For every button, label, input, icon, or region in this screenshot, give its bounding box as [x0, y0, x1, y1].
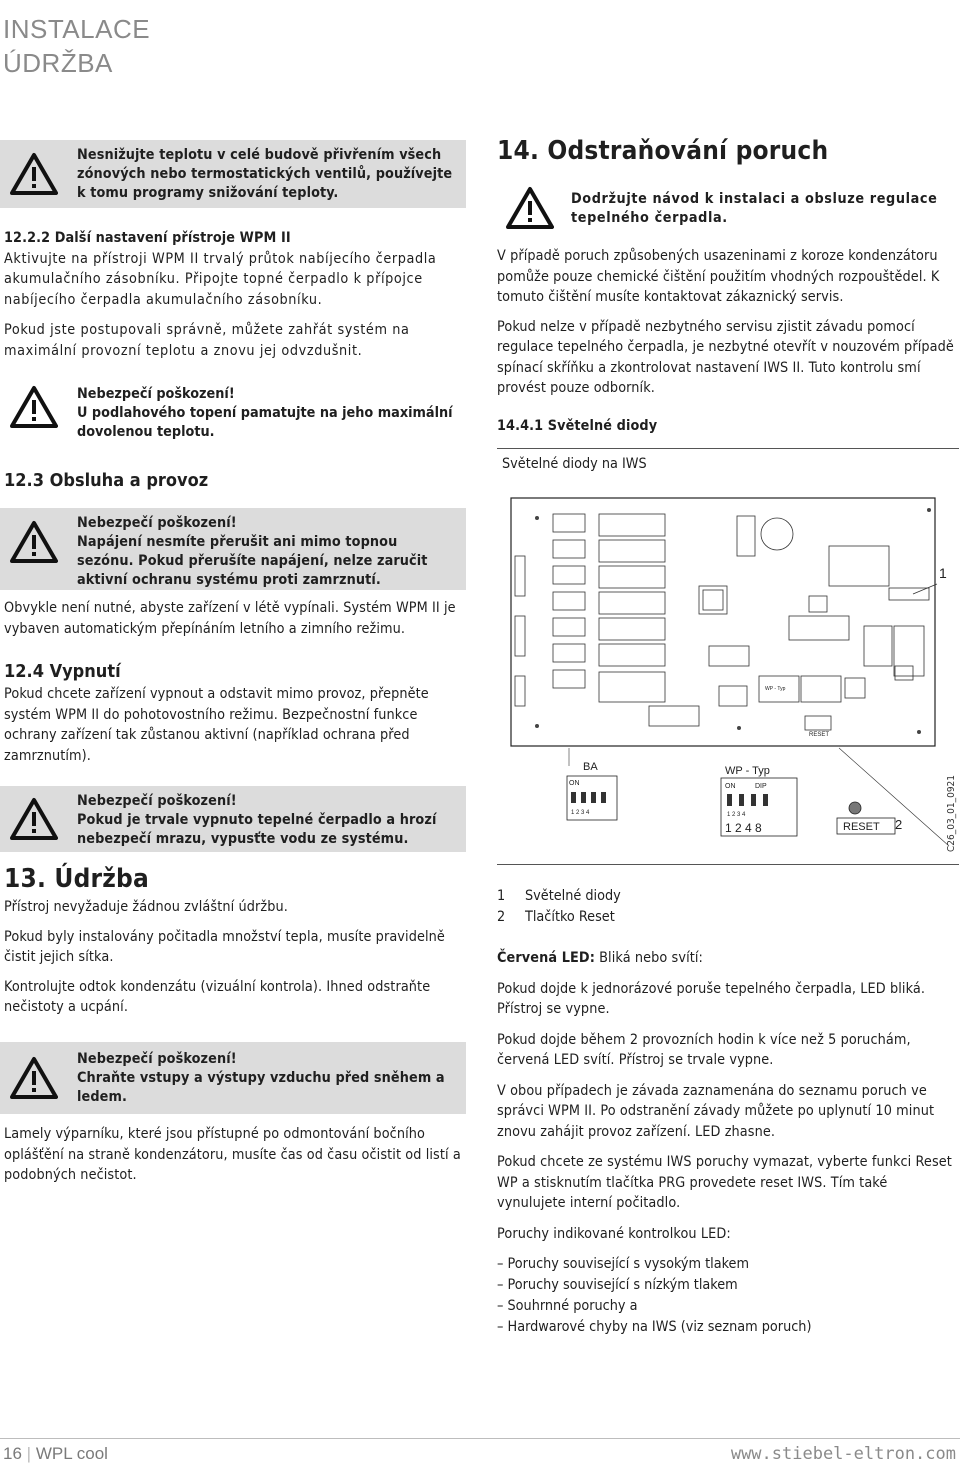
list-item: – Hardwarové chyby na IWS (viz seznam poruch) [497, 1319, 812, 1335]
warning-title: Nebezpečí poškození! [77, 386, 235, 402]
reset-button-icon [849, 802, 861, 814]
warning-icon [10, 1056, 58, 1100]
paragraph: Pokud jste postupovali správně, můžete zahřát systém na maximální provozní teplotu a znovu jej odvzdušnit. [4, 322, 410, 359]
section-heading: 12.4 Vypnutí [4, 661, 121, 682]
warning-text: U podlahového topení pamatujte na jeho maximální dovolenou teplotu. [77, 405, 453, 440]
legend-number: 1 [497, 888, 506, 904]
paragraph: Přístroj nevyžaduje žádnou zvláštní údržbu. [4, 899, 288, 915]
warning-icon [506, 186, 554, 230]
warning-icon [10, 797, 58, 841]
figure-title: Světelné diody na IWS [502, 456, 647, 472]
warning-text: Chraňte vstupy a výstupy vzduchu před sněhem a ledem. [77, 1070, 445, 1105]
figure-rule [497, 864, 959, 865]
section-heading: 14.4.1 Světelné diody [497, 417, 658, 434]
paragraph: Pokud nelze v případě nezbytného servisu zjistit závadu pomocí regulace tepelného čerpadla, je nezbytné otevřít v nouzovém případě spínací skříňku a zkontrolovat nastavení IWS II. Tuto kontrolu smí provést pouze odborník. [497, 318, 954, 396]
paragraph: Pokud dojde k jednorázové poruše tepelného čerpadla, LED bliká. Přístroj se vypne. [497, 980, 926, 1017]
paragraph: Lamely výparníku, které jsou přístupné po odmontování bočního oplášťění na straně kondenzátoru, musíte čas od času očistit od listí a podobných nečistot. [4, 1126, 461, 1183]
board-outline [511, 498, 935, 746]
document-name: WPL cool [35, 1444, 108, 1463]
warning-text: Dodržujte návod k instalaci a obsluze regulace tepelného čerpadla. [571, 191, 938, 226]
warning-text: Pokud je trvale vypnuto tepelné čerpadlo a hrozí nebezpečí mrazu, vypusťte vodu ze systému. [77, 812, 437, 847]
warning-box [0, 140, 466, 208]
wp-big-numbers: 1 2 4 8 [725, 821, 762, 835]
figure-rule [497, 448, 959, 449]
legend-text: Tlačítko Reset [525, 909, 615, 925]
callout-1: 1 [939, 565, 947, 581]
list-item: – Poruchy související s nízkým tlakem [497, 1277, 738, 1293]
red-led-label: Červená LED: [497, 950, 595, 966]
red-led-text: Bliká nebo svítí: [594, 950, 703, 966]
wp-numbers: 1 2 3 4 [727, 812, 746, 818]
warning-title: Nebezpečí poškození! [77, 515, 237, 531]
footer-rule [0, 1438, 960, 1439]
paragraph: Pokud dojde během 2 provozních hodin k více než 5 poruchám, červená LED svítí. Přístroj se trvale vypne. [497, 1031, 911, 1068]
warning-box [0, 1042, 466, 1114]
wp-on-label: ON [725, 783, 736, 790]
footer-left [3, 1444, 108, 1464]
section-heading: 12.3 Obsluha a provoz [4, 470, 209, 491]
led-heading [497, 948, 959, 969]
legend-item [497, 886, 959, 907]
warning-text: Napájení nesmíte přerušit ani mimo topnou sezónu. Pokud přerušíte napájení, nelze zaručit aktivní ochranu systému proti zamrznutí. [77, 534, 428, 588]
wp-typ-label: WP - Typ [725, 765, 770, 777]
warning-box [0, 786, 466, 852]
paragraph: Pokud chcete zařízení vypnout a odstavit mimo provoz, přepněte systém WPM II do pohotovostního režimu. Bezpečnostní funkce ochrany zařízení tak zůstanou aktivní (například ochrana před zamrznutím). [4, 686, 429, 764]
paragraph: Obvykle není nutné, abyste zařízení v létě vypínali. Systém WPM II je vybaven automatickým přepínáním letního a zimního režimu. [4, 600, 456, 637]
warning-box [0, 508, 466, 590]
section-heading: 14. Odstraňování poruch [497, 136, 829, 166]
page-number: 16 [3, 1444, 22, 1463]
legend-text: Světelné diody [525, 888, 621, 904]
warning-title: Nebezpečí poškození! [77, 793, 237, 809]
warning-title: Nebezpečí poškození! [77, 1051, 237, 1067]
reset-label: RESET [843, 821, 880, 833]
section-heading: 13. Údržba [4, 864, 149, 894]
header-chapter: ÚDRŽBA [3, 48, 113, 78]
ba-on-label: ON [569, 780, 580, 787]
wp-typ-small-label: WP - Typ [765, 686, 786, 692]
legend-item [497, 907, 959, 928]
warning-icon [10, 385, 58, 429]
footer-separator: | [26, 1444, 32, 1463]
footer-url[interactable]: www.stiebel-eltron.com [730, 1444, 956, 1464]
paragraph: V případě poruch způsobených usazeninami z koroze kondenzátoru pomůže pouze chemické čištění použitím vhodných rozpouštědel. K tomuto čištění musíte kontaktovat zákaznický servis. [497, 248, 940, 305]
ba-label: BA [583, 761, 598, 773]
paragraph: V obou případech je závada zaznamenána do seznamu poruch ve správci WPM II. Po odstranění závady můžete po uplynutí 10 minut znovu zahájit provoz zařízení. LED zhasne. [497, 1082, 935, 1140]
paragraph: Aktivujte na přístroji WPM II trvalý průtok nabíjecího čerpadla akumulačního zásobníku. Připojte topné čerpadlo k přípojce nabíjecího čerpadla akumulačního zásobníku. [4, 250, 437, 308]
ba-numbers: 1 2 3 4 [571, 810, 590, 816]
legend-number: 2 [497, 909, 506, 925]
reset-small-label: RESET [809, 732, 830, 738]
figure-code: C26_03_01_0921 [946, 774, 957, 852]
list-item: – Poruchy související s vysokým tlakem [497, 1256, 750, 1272]
circuit-board-diagram [509, 496, 959, 856]
warning-icon [10, 520, 58, 564]
paragraph: Pokud byly instalovány počitadla množství tepla, musíte pravidelně čistit jejich sítka. [4, 928, 445, 965]
section-heading: 12.2.2 Další nastavení přístroje WPM II [4, 230, 291, 246]
paragraph: Pokud chcete ze systému IWS poruchy vymazat, vyberte funkci Reset WP a stisknutím tlačítka PRG provedete reset IWS. Tím také vynulujete interní počitadlo. [497, 1154, 952, 1211]
warning-text: Nesnižujte teplotu v celé budově přivřením všech zónových nebo termostatických ventilů, používejte k tomu programy snižování teploty. [77, 147, 453, 201]
header-section: INSTALACE [3, 14, 151, 44]
warning-icon [10, 152, 58, 196]
paragraph: Poruchy indikované kontrolkou LED: [497, 1225, 731, 1242]
paragraph: Kontrolujte odtok kondenzátu (vizuální kontrola). Ihned odstraňte nečistoty a ucpání. [4, 978, 431, 1015]
callout-2: 2 [895, 817, 903, 832]
list-item: – Souhrnné poruchy a [497, 1298, 638, 1314]
wp-dip-label: DIP [755, 783, 767, 790]
